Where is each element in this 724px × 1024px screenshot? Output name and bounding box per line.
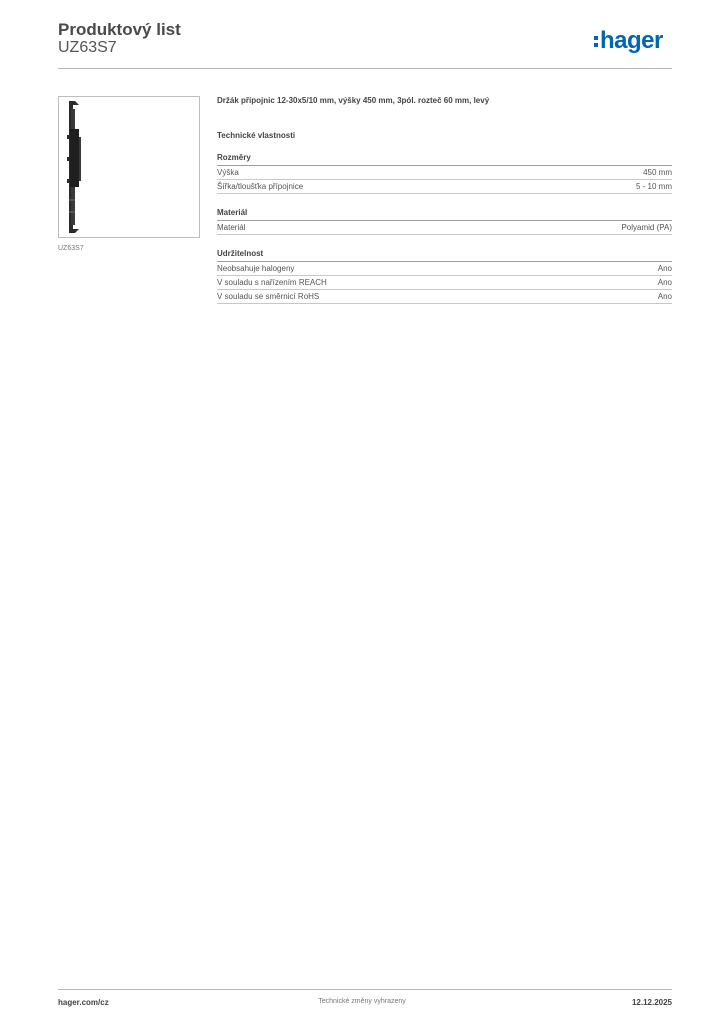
product-description: Držák přípojnic 12-30x5/10 mm, výšky 450 mm, 3pól. rozteč 60 mm, levý: [217, 96, 490, 105]
page-title: Produktový list: [58, 20, 181, 39]
hager-logo[interactable]: [594, 24, 663, 58]
row-value: Ano: [657, 264, 672, 273]
logo-dots-icon: [594, 36, 598, 47]
busbar-holder-drawing-icon: [59, 97, 199, 237]
row-label: Neobsahuje halogeny: [217, 264, 295, 273]
footer-date: 12.12.2025: [631, 998, 672, 1007]
row-value: Ano: [657, 278, 672, 287]
table-row: [217, 180, 672, 194]
product-code: UZ63S7: [58, 39, 117, 56]
group-title: Udržitelnost: [217, 248, 672, 262]
row-label: Materiál: [217, 223, 246, 232]
footer-disclaimer: Technické změny vyhrazeny: [318, 998, 406, 1005]
product-image-frame: [58, 96, 200, 238]
footer-divider: [58, 989, 672, 990]
row-label: V souladu se směrnicí RoHS: [217, 292, 320, 301]
section-title: Technické vlastnosti: [217, 131, 296, 140]
group-sustainability: [217, 248, 672, 304]
table-row: [217, 290, 672, 304]
group-title: Materiál: [217, 207, 672, 221]
row-value: Ano: [657, 292, 672, 301]
group-title: Rozměry: [217, 152, 672, 166]
table-row: [217, 262, 672, 276]
product-details: [217, 96, 672, 304]
group-dimensions: [217, 152, 672, 194]
group-material: [217, 207, 672, 235]
row-value: Polyamid (PA): [621, 223, 672, 232]
footer-website-link[interactable]: hager.com/cz: [58, 998, 109, 1007]
table-row: [217, 166, 672, 180]
row-label: Výška: [217, 168, 239, 177]
table-row: [217, 221, 672, 235]
header-divider: [58, 68, 672, 69]
row-label: Šířka/tloušťka přípojnice: [217, 182, 304, 191]
row-value: 5 - 10 mm: [635, 182, 672, 191]
row-label: V souladu s nařízením REACH: [217, 278, 327, 287]
table-row: [217, 276, 672, 290]
row-value: 450 mm: [643, 168, 672, 177]
product-image-caption: UZ63S7: [58, 245, 84, 252]
logo-text: hager: [600, 27, 663, 54]
